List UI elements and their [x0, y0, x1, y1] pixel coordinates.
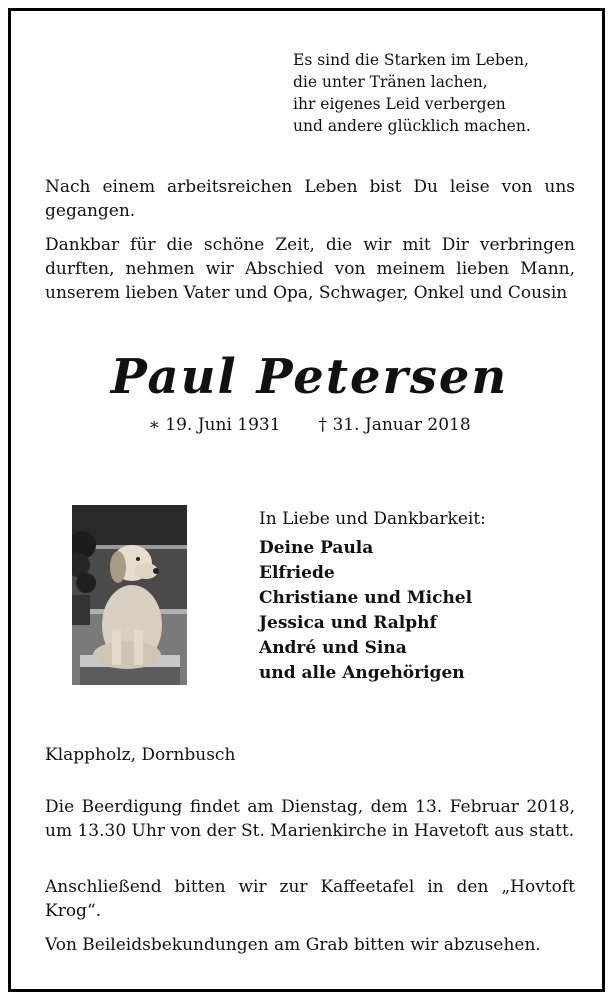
life-dates	[11, 415, 608, 435]
poem-line: und andere glücklich machen.	[293, 117, 531, 135]
thanks-block	[259, 507, 579, 686]
thanks-intro: In Liebe und Dankbarkeit:	[259, 509, 486, 529]
death-date: † 31. Januar 2018	[318, 415, 471, 435]
poem-line: ihr eigenes Leid verbergen	[293, 95, 506, 113]
poem-line: Es sind die Starken im Leben,	[293, 51, 529, 69]
family-member: Christiane und Michel	[259, 588, 473, 608]
place: Klappholz, Dornbusch	[45, 745, 236, 765]
family-member: Jessica und Ralphf	[259, 613, 437, 633]
poem	[293, 49, 583, 137]
condolence-paragraph: Von Beileidsbekundungen am Grab bitten wir abzusehen.	[45, 935, 541, 955]
intro-paragraph: Nach einem arbeitsreichen Leben bist Du leise von uns gegangen.	[45, 177, 575, 221]
family-member: André und Sina	[259, 638, 407, 658]
family-member: Elfriede	[259, 563, 335, 583]
family-member: Deine Paula	[259, 538, 374, 558]
birth-date: ∗ 19. Juni 1931	[148, 415, 281, 435]
deceased-name: Paul Petersen	[110, 349, 509, 405]
funeral-paragraph: Die Beerdigung findet am Dienstag, dem 13. Februar 2018, um 13.30 Uhr von der St. Marienkirche in Havetoft aus statt.	[45, 797, 575, 841]
poem-line: die unter Tränen lachen,	[293, 73, 488, 91]
obituary-notice	[8, 8, 605, 992]
farewell-paragraph: Dankbar für die schöne Zeit, die wir mit Dir verbringen durften, nehmen wir Abschied von meinem lieben Mann, unserem lieben Vater und Opa, Schwager, Onkel und Cousin	[45, 235, 575, 303]
dog-photo-icon	[72, 505, 187, 685]
coffee-paragraph: Anschließend bitten wir zur Kaffeetafel in den „Hovtoft Krog“.	[45, 877, 575, 921]
family-member: und alle Angehörigen	[259, 663, 465, 683]
